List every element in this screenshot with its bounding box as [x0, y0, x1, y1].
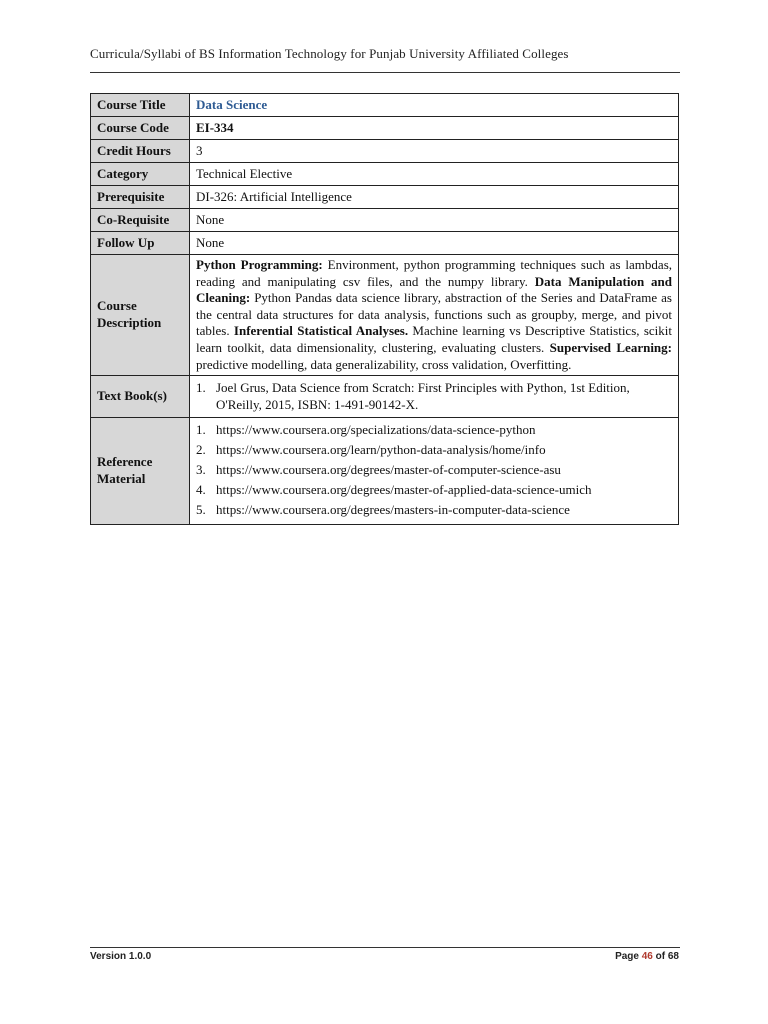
footer-page-number	[615, 951, 679, 962]
row-course-description	[91, 255, 679, 376]
course-title-value-cell	[190, 94, 679, 117]
current-page: 46	[641, 951, 653, 962]
credit-hours-label: Credit Hours	[91, 140, 190, 163]
footer-version: Version 1.0.0	[90, 951, 152, 962]
corequisite-value: None	[190, 209, 679, 232]
desc-text-supervised: predictive modelling, data generalizability, cross validation, Overfitting.	[196, 356, 572, 372]
desc-heading-python: Python Programming:	[196, 257, 323, 272]
follow-up-value: None	[190, 232, 679, 255]
row-course-title	[91, 94, 679, 117]
reference-material-label: Reference Material	[91, 418, 190, 524]
list-item-number: 1.	[196, 380, 206, 396]
row-prerequisite	[91, 186, 679, 209]
desc-heading-manipulation: Data Manipulation and Cleaning:	[196, 273, 672, 306]
page-prefix: Page	[615, 951, 642, 962]
list-item-text: Joel Grus, Data Science from Scratch: First Principles with Python, 1st Edition, O'Reilly, 2015, ISBN: 1-491-90142-X.	[216, 380, 630, 412]
row-follow-up	[91, 232, 679, 255]
list-item	[196, 482, 672, 499]
desc-text-manipulation: Python Pandas data science library, abstraction of the Series and DataFrame as the central data structures for data analysis, functions such as groupby, merge, and pivot tables.	[196, 290, 672, 339]
prerequisite-value: DI-326: Artificial Intelligence	[190, 186, 679, 209]
course-title-value: Data Science	[196, 96, 268, 112]
list-item	[196, 462, 672, 479]
course-description-label: Course Description	[91, 255, 190, 376]
list-item-number: 3.	[196, 462, 206, 478]
course-code-label: Course Code	[91, 117, 190, 140]
reference-list	[196, 422, 672, 518]
credit-hours-value: 3	[190, 140, 679, 163]
list-item-number: 4.	[196, 482, 206, 498]
course-info-table	[90, 93, 679, 525]
header-divider	[90, 72, 680, 73]
reference-link[interactable]: https://www.coursera.org/degrees/master-of-applied-data-science-umich	[216, 482, 592, 498]
course-code-value: EI-334	[196, 119, 234, 135]
corequisite-label: Co-Requisite	[91, 209, 190, 232]
desc-heading-supervised: Supervised Learning:	[549, 339, 672, 355]
reference-link[interactable]: https://www.coursera.org/degrees/master-of-computer-science-asu	[216, 462, 561, 478]
footer-divider	[90, 947, 680, 948]
reference-material-cell	[190, 418, 679, 524]
list-item	[196, 422, 672, 439]
list-item	[196, 380, 672, 413]
page-of: of	[652, 951, 668, 962]
reference-link[interactable]: https://www.coursera.org/specializations/data-science-python	[216, 422, 536, 438]
list-item	[196, 502, 672, 519]
desc-text-inferential: Machine learning vs Descriptive Statistics, scikit learn toolkit, data dimensionality, clustering, evaluating clusters.	[196, 323, 672, 355]
row-corequisite	[91, 209, 679, 232]
list-item-number: 5.	[196, 501, 206, 517]
total-pages: 68	[667, 951, 679, 962]
desc-heading-inferential: Inferential Statistical Analyses.	[233, 323, 409, 339]
desc-text-python: Environment, python programming techniques such as lambdas, reading and manipulating csv files, and the numpy library.	[196, 257, 672, 289]
row-reference-material	[91, 418, 679, 524]
text-books-label: Text Book(s)	[91, 376, 190, 418]
text-books-list	[196, 380, 672, 413]
row-course-code	[91, 117, 679, 140]
reference-link[interactable]: https://www.coursera.org/degrees/masters-in-computer-data-science	[216, 501, 570, 517]
row-category	[91, 163, 679, 186]
row-text-books	[91, 376, 679, 418]
page-header-title: Curricula/Syllabi of BS Information Technology for Punjab University Affiliated Colleges	[90, 46, 569, 61]
prerequisite-label: Prerequisite	[91, 186, 190, 209]
list-item-number: 2.	[196, 442, 206, 458]
course-description-text	[190, 255, 679, 376]
reference-link[interactable]: https://www.coursera.org/learn/python-data-analysis/home/info	[216, 442, 546, 458]
category-value: Technical Elective	[190, 163, 679, 186]
row-credit-hours	[91, 140, 679, 163]
text-books-cell	[190, 376, 679, 418]
list-item-number: 1.	[196, 422, 206, 438]
follow-up-label: Follow Up	[91, 232, 190, 255]
course-title-label: Course Title	[91, 94, 190, 117]
list-item	[196, 442, 672, 459]
category-label: Category	[91, 163, 190, 186]
course-code-value-cell	[190, 117, 679, 140]
